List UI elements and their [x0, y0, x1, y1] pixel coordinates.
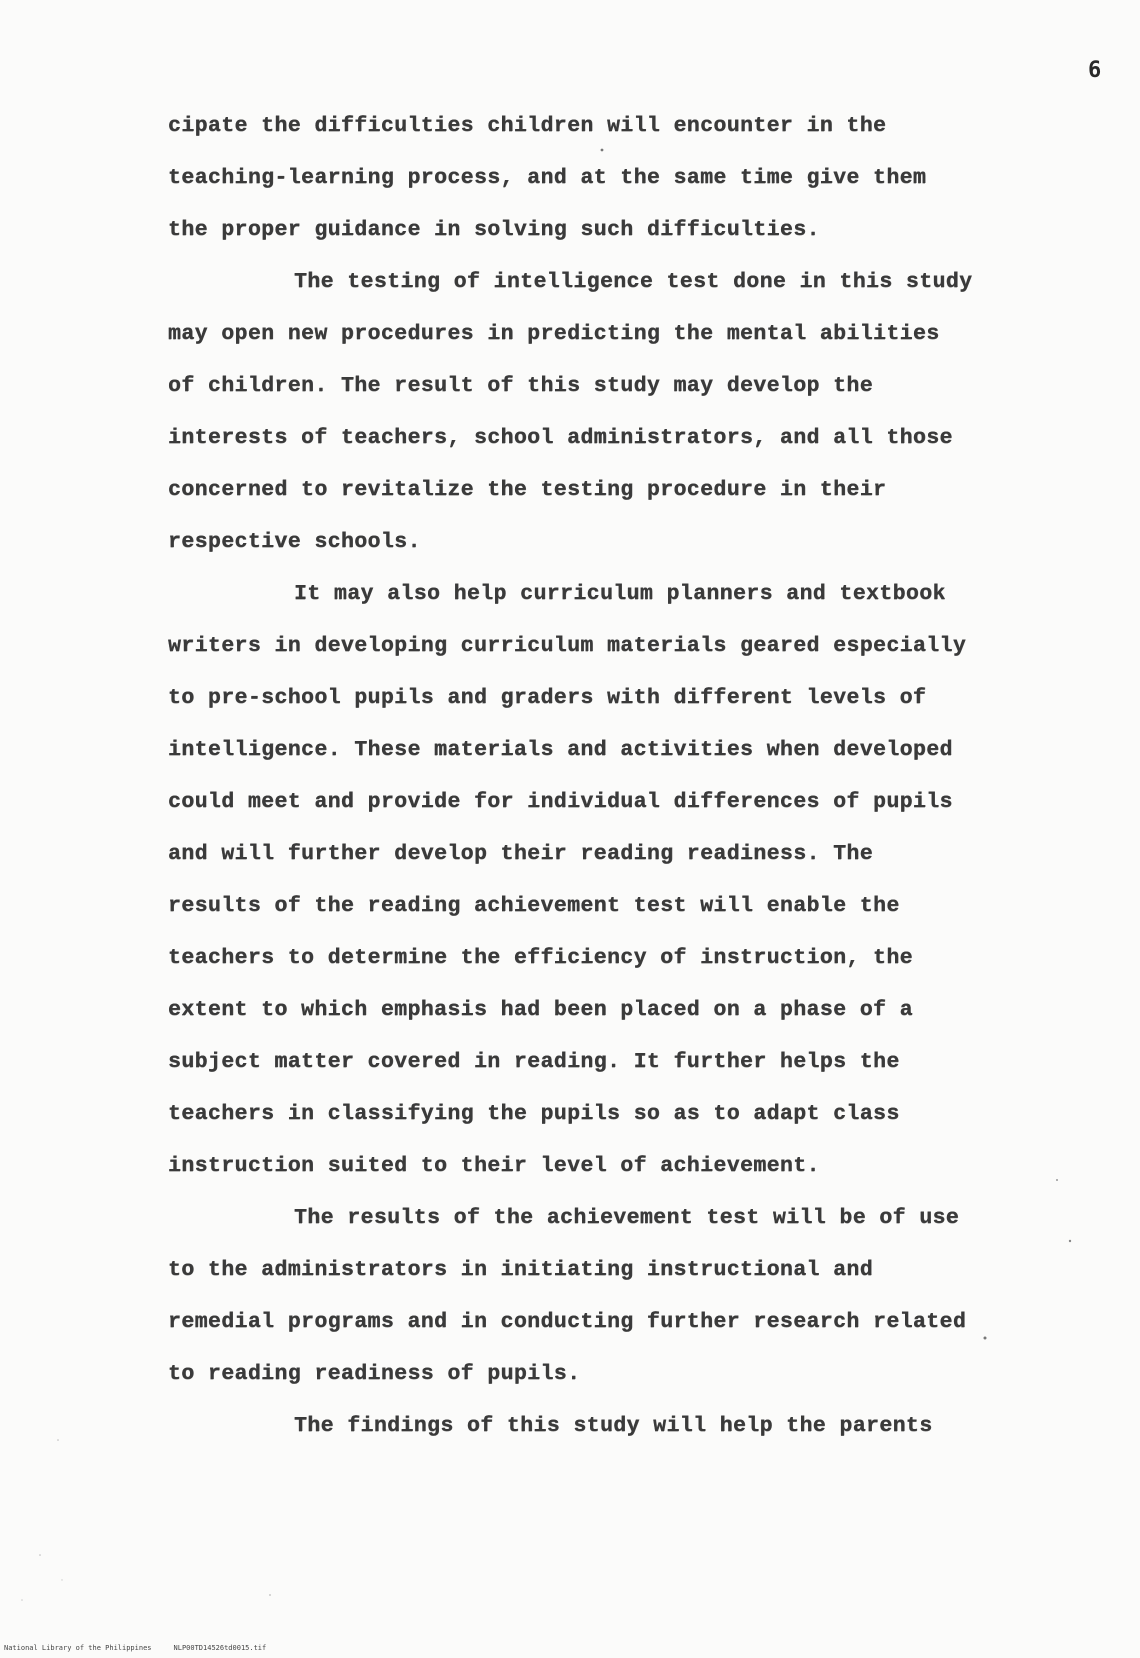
text-line: teaching-learning process, and at the same time give them	[168, 166, 927, 190]
text-line: to the administrators in initiating instructional and	[168, 1258, 874, 1282]
text-line: remedial programs and in conducting further research related	[168, 1310, 967, 1334]
text-line: and will further develop their reading readiness. The	[168, 842, 874, 866]
paragraph-4	[168, 1192, 1108, 1400]
text-line-indented: The testing of intelligence test done in this study	[294, 270, 973, 294]
text-line: extent to which emphasis had been placed on a phase of a	[168, 998, 913, 1022]
text-line: instruction suited to their level of achievement.	[168, 1154, 820, 1178]
text-line: may open new procedures in predicting the mental abilities	[168, 322, 940, 346]
paragraph-2	[168, 256, 1108, 568]
text-line: cipate the difficulties children will encounter in the	[168, 114, 887, 138]
text-line: teachers to determine the efficiency of instruction, the	[168, 946, 913, 970]
text-line: concerned to revitalize the testing procedure in their	[168, 478, 887, 502]
body-text	[168, 100, 1108, 1452]
text-line: teachers in classifying the pupils so as to adapt class	[168, 1102, 900, 1126]
page-number: 6	[1088, 58, 1102, 83]
text-line: intelligence. These materials and activities when developed	[168, 738, 953, 762]
text-line: results of the reading achievement test will enable the	[168, 894, 900, 918]
text-line: to reading readiness of pupils.	[168, 1362, 581, 1386]
paragraph-1	[168, 100, 1108, 256]
text-line: respective schools.	[168, 530, 421, 554]
text-line: to pre-school pupils and graders with different levels of	[168, 686, 927, 710]
footer-file: NLP00TD14526td0015.tif	[173, 1644, 267, 1652]
text-line: of children. The result of this study may develop the	[168, 374, 874, 398]
paragraph-5	[168, 1400, 1108, 1452]
paragraph-3	[168, 568, 1108, 1192]
text-line: subject matter covered in reading. It further helps the	[168, 1050, 900, 1074]
text-line: writers in developing curriculum materials geared especially	[168, 634, 967, 658]
text-line-indented: The results of the achievement test will be of use	[294, 1206, 960, 1230]
footer-source: National Library of the Philippines	[4, 1644, 152, 1652]
text-line: interests of teachers, school administrators, and all those	[168, 426, 953, 450]
footer	[4, 1644, 266, 1652]
text-line-indented: It may also help curriculum planners and textbook	[294, 582, 946, 606]
text-line: the proper guidance in solving such difficulties.	[168, 218, 820, 242]
text-line-indented: The findings of this study will help the parents	[294, 1414, 933, 1438]
text-line: could meet and provide for individual differences of pupils	[168, 790, 953, 814]
